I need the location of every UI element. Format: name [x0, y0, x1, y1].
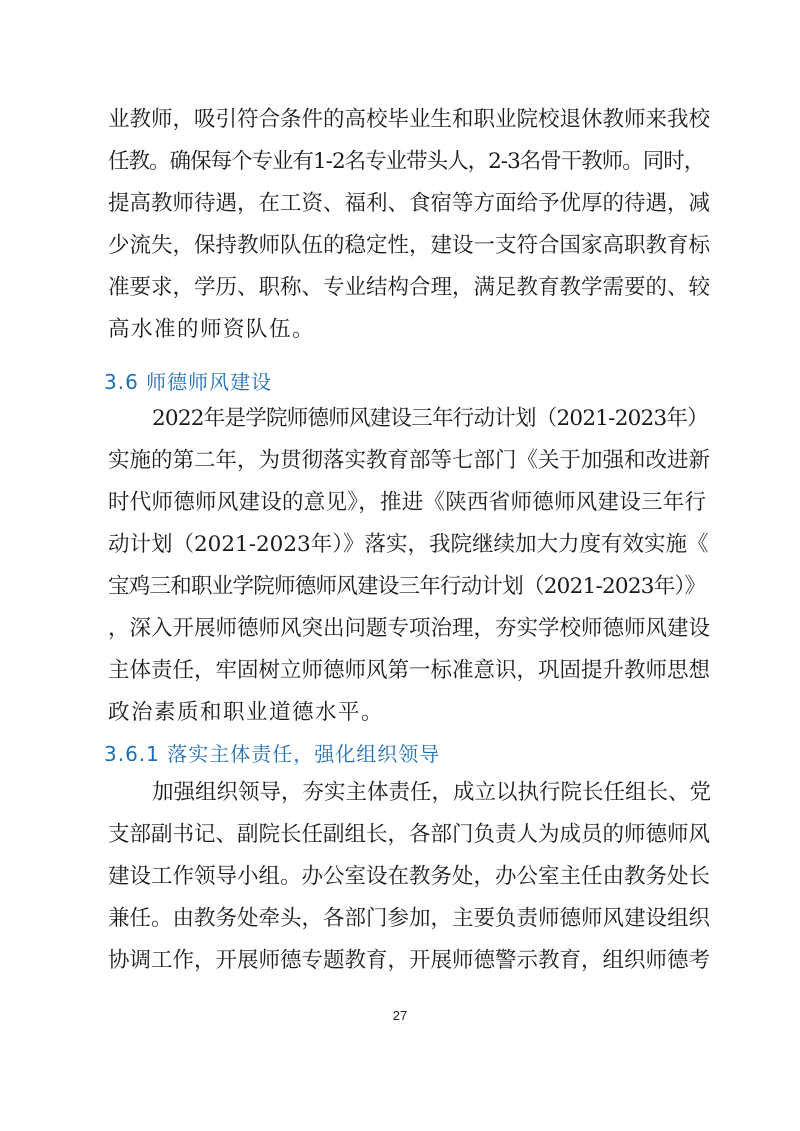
paragraph-line: 时代师德师风建设的意见》，推进《陕西省师德师风建设三年行	[108, 490, 707, 515]
paragraph-line: 政治素质和职业道德水平。	[108, 700, 385, 725]
paragraph-line: 建设工作领导小组。办公室设在教务处，办公室主任由教务处长	[108, 864, 711, 889]
paragraph-line: 实施的第二年，为贯彻落实教育部等七部门《关于加强和改进新	[108, 448, 711, 473]
section-heading: 3.6 师德师风建设	[104, 370, 273, 394]
paragraph-line: 少流失，保持教师队伍的稳定性，建设一支符合国家高职教育标	[108, 233, 711, 258]
paragraph-line: 宝鸡三和职业学院师德师风建设三年行动计划（2021-2023年）》	[108, 574, 706, 599]
paragraph-line: 主体责任，牢固树立师德师风第一标准意识，巩固提升教师思想	[108, 658, 711, 683]
paragraph-line: 业教师，吸引符合条件的高校毕业生和职业院校退休教师来我校	[108, 107, 711, 132]
paragraph-line: 提高教师待遇，在工资、福利、食宿等方面给予优厚的待遇，减	[108, 191, 711, 216]
paragraph-line: 加强组织领导，夯实主体责任，成立以执行院长任组长、党	[152, 780, 712, 805]
paragraph-line: 动计划（2021-2023年）》落实，我院继续加大力度有效实施《	[108, 532, 709, 557]
paragraph-line: 准要求，学历、职称、专业结构合理，满足教育教学需要的、较	[108, 275, 711, 300]
paragraph-line: 兼任。由教务处牵头，各部门参加，主要负责师德师风建设组织	[108, 906, 711, 931]
page-number: 27	[392, 1008, 408, 1023]
paragraph-line: 支部副书记、副院长任副组长，各部门负责人为成员的师德师风	[108, 822, 711, 847]
paragraph-line: 2022年是学院师德师风建设三年行动计划（2021-2023年）	[152, 406, 708, 431]
paragraph-line: 任教。确保每个专业有1-2名专业带头人，2-3名骨干教师。同时，	[108, 149, 705, 174]
paragraph-line: ，深入开展师德师风突出问题专项治理，夯实学校师德师风建设	[108, 616, 711, 641]
paragraph-line: 协调工作，开展师德专题教育，开展师德警示教育，组织师德考	[108, 948, 711, 973]
subsection-heading: 3.6.1 落实主体责任，强化组织领导	[104, 742, 441, 766]
paragraph-line: 高水准的师资队伍。	[108, 317, 316, 342]
